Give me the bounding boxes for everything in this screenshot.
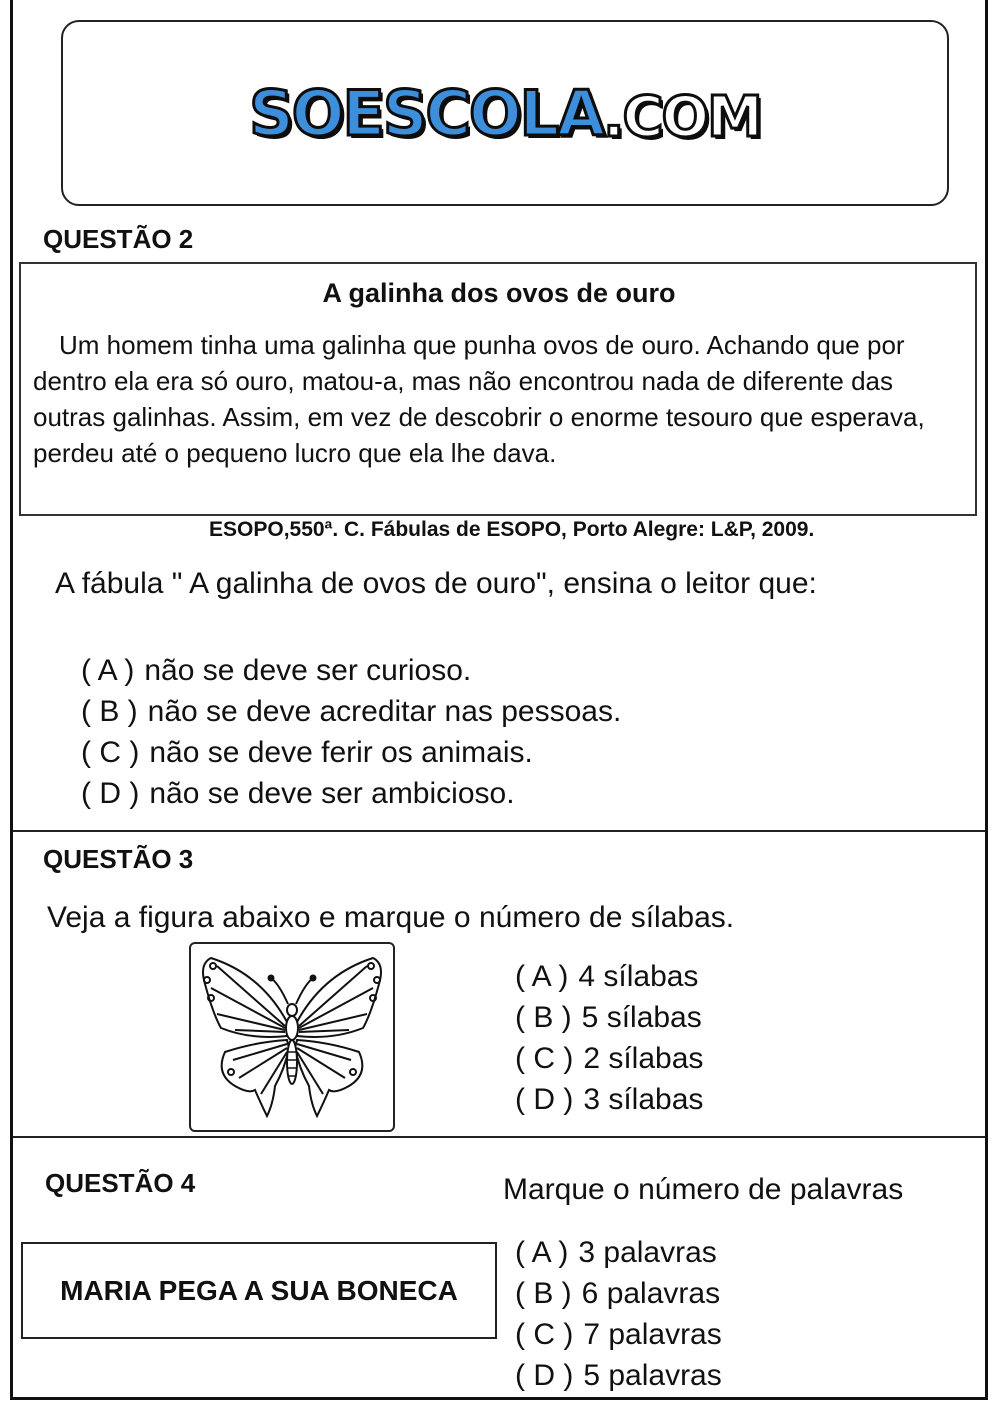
question-4-title: QUESTÃO 4 <box>45 1168 196 1198</box>
question-2-option-a[interactable] <box>81 650 621 691</box>
sentence-text: MARIA PEGA A SUA BONECA <box>60 1274 458 1306</box>
option-text: 5 sílabas <box>581 1001 702 1034</box>
fable-text: Um homem tinha uma galinha que punha ovos de ouro. Achando que por dentro ela era só ouro, matou-a, mas não encontrou nada de diferente das outras galinhas. Assim, em vez de descobrir o enorme tesouro que esperava, perdeu até o pequeno lucro que ela lhe dava. <box>33 330 925 468</box>
option-letter: ( C ) <box>515 1042 574 1075</box>
option-text: não se deve ser curioso. <box>144 654 472 687</box>
logo-domain: .COM <box>603 84 761 150</box>
option-text: não se deve ferir os animais. <box>149 736 533 769</box>
logo-banner <box>61 20 949 206</box>
butterfly-icon <box>191 944 393 1130</box>
question-4-option-d[interactable] <box>515 1355 722 1396</box>
question-3-title: QUESTÃO 3 <box>43 844 194 874</box>
option-text: 6 palavras <box>581 1277 721 1310</box>
question-4-prompt: Marque o número de palavras <box>503 1173 904 1206</box>
question-4-option-a[interactable] <box>515 1232 722 1273</box>
worksheet-page <box>10 0 988 1400</box>
option-letter: ( A ) <box>515 1236 569 1269</box>
question-2-prompt: A fábula " A galinha de ovos de ouro", ensina o leitor que: <box>55 567 817 600</box>
option-letter: ( D ) <box>81 777 140 810</box>
site-logo[interactable] <box>249 77 761 150</box>
question-3-options <box>515 956 703 1120</box>
question-3-prompt: Veja a figura abaixo e marque o número de sílabas. <box>47 901 735 934</box>
question-4-options <box>515 1232 722 1396</box>
option-letter: ( B ) <box>81 695 138 728</box>
logo-brand: SOESCOLA <box>249 76 604 150</box>
option-letter: ( C ) <box>515 1318 574 1351</box>
option-letter: ( D ) <box>515 1083 574 1116</box>
fable-source: ESOPO,550ª. C. Fábulas de ESOPO, Porto Alegre: L&P, 2009. <box>209 518 815 541</box>
question-3-option-b[interactable] <box>515 997 703 1038</box>
fable-box <box>19 262 977 516</box>
question-3-option-c[interactable] <box>515 1038 703 1079</box>
question-2-options <box>81 650 621 814</box>
option-letter: ( B ) <box>515 1001 572 1034</box>
option-text: 7 palavras <box>583 1318 722 1351</box>
sentence-box <box>21 1242 497 1339</box>
option-text: não se deve ser ambicioso. <box>149 777 515 810</box>
question-4-option-c[interactable] <box>515 1314 722 1355</box>
question-2-title: QUESTÃO 2 <box>43 224 194 254</box>
question-2-option-b[interactable] <box>81 691 621 732</box>
option-text: não se deve acreditar nas pessoas. <box>147 695 622 728</box>
section-divider <box>13 830 985 832</box>
option-letter: ( B ) <box>515 1277 572 1310</box>
option-letter: ( D ) <box>515 1359 574 1392</box>
option-text: 4 sílabas <box>578 960 699 993</box>
question-4-option-b[interactable] <box>515 1273 722 1314</box>
question-3-option-a[interactable] <box>515 956 703 997</box>
option-text: 3 palavras <box>578 1236 717 1269</box>
option-text: 2 sílabas <box>583 1042 704 1075</box>
fable-title: A galinha dos ovos de ouro <box>322 278 676 308</box>
option-letter: ( A ) <box>515 960 569 993</box>
question-2-option-c[interactable] <box>81 732 621 773</box>
question-2-option-d[interactable] <box>81 773 621 814</box>
option-text: 5 palavras <box>583 1359 722 1392</box>
option-letter: ( A ) <box>81 654 135 687</box>
section-divider <box>13 1136 985 1138</box>
option-text: 3 sílabas <box>583 1083 704 1116</box>
option-letter: ( C ) <box>81 736 140 769</box>
butterfly-figure <box>189 942 395 1132</box>
question-3-option-d[interactable] <box>515 1079 703 1120</box>
